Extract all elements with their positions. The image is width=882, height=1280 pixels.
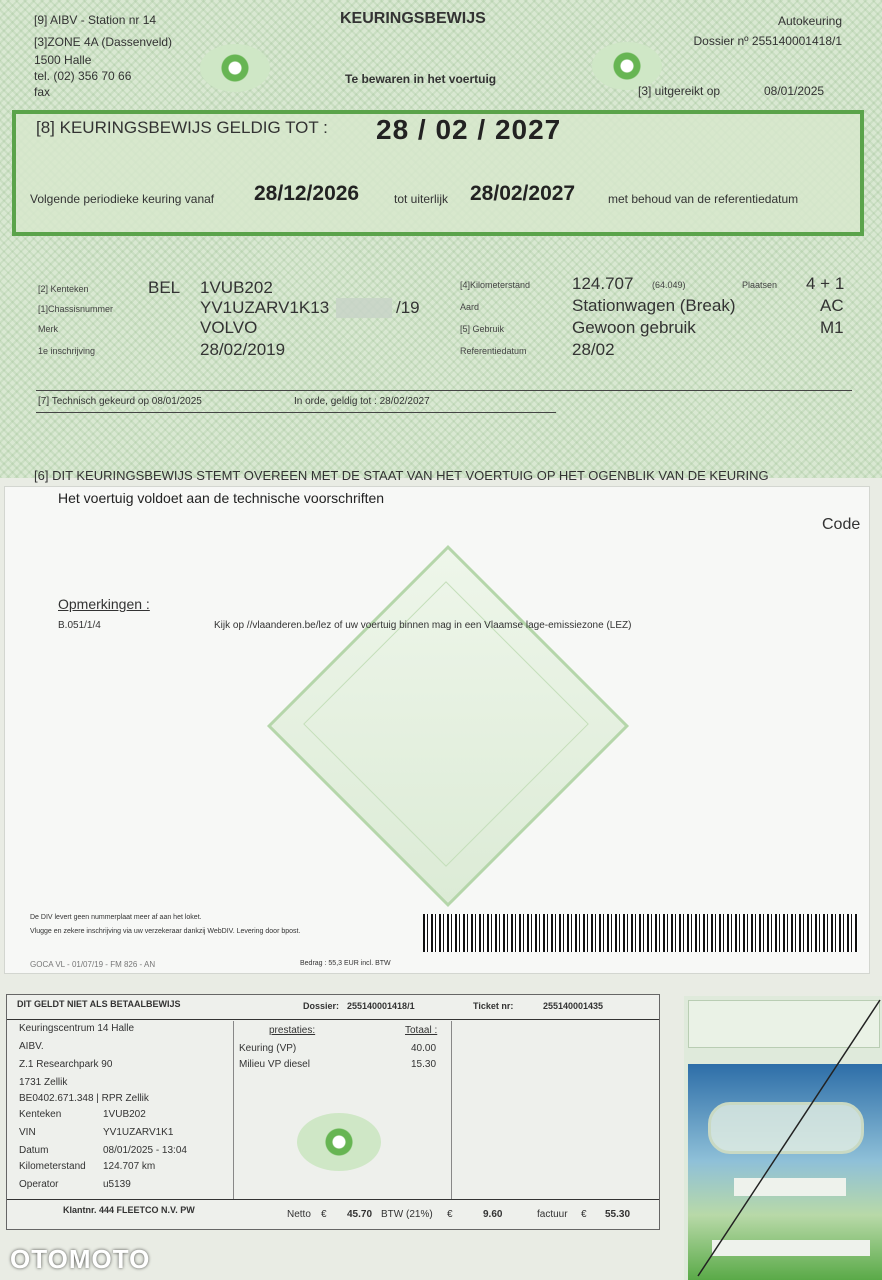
- receipt-row-value: 1VUB202: [103, 1109, 146, 1120]
- receipt-row-label: Datum: [19, 1145, 49, 1156]
- receipt-city: 1731 Zellik: [19, 1077, 68, 1088]
- div-notice-2: Vlugge en zekere inschrijving via uw verzekeraar dankzij WebDIV. Levering door bpost.: [30, 928, 301, 935]
- column-divider: [451, 1021, 452, 1199]
- station-tel: tel. (02) 356 70 66: [34, 69, 132, 83]
- vat-label: BTW (21%): [381, 1209, 433, 1220]
- net-amount: 45.70: [347, 1209, 373, 1220]
- next-inspection-suffix: met behoud van de referentiedatum: [608, 192, 799, 206]
- document-title: KEURINGSBEWIJS: [340, 10, 486, 27]
- next-inspection-prefix: Volgende periodieke keuring vanaf: [30, 192, 215, 206]
- total-label: Totaal :: [405, 1025, 438, 1036]
- validity-date: 28 / 02 / 2027: [376, 114, 562, 145]
- brand: VOLVO: [200, 318, 258, 337]
- invoice-currency: €: [581, 1209, 587, 1220]
- plate-country: BEL: [148, 278, 181, 297]
- station-name: [9] AIBV - Station nr 14: [34, 13, 157, 27]
- validity-label: [8] KEURINGSBEWIJS GELDIG TOT :: [36, 118, 328, 137]
- chassis-end: /19: [396, 298, 420, 317]
- eye-logo-icon: [297, 1113, 381, 1171]
- services-label: prestaties:: [269, 1025, 316, 1036]
- div-notice-1: De DIV levert geen nummerplaat meer af aan het loket.: [30, 914, 202, 921]
- inspection-type: Autokeuring: [777, 14, 842, 28]
- receipt-row-value: 08/01/2025 - 13:04: [103, 1145, 187, 1156]
- validity-box: [12, 110, 864, 236]
- receipt-company: AIBV.: [19, 1041, 44, 1052]
- remark-text: Kijk op //vlaanderen.be/lez of uw voertuig binnen mag in een Vlaamse lage-emissiezone (LEZ): [214, 620, 632, 631]
- form-code: GOCA VL - 01/07/19 - FM 826 - AN: [30, 960, 156, 969]
- issued-label: [3] uitgereikt op: [638, 84, 721, 98]
- column-divider: [233, 1021, 234, 1199]
- next-inspection-from: 28/12/2026: [254, 182, 360, 205]
- divider: [7, 1019, 659, 1020]
- station-zone: [3]ZONE 4A (Dassenveld): [34, 35, 173, 49]
- receipt-row-value: u5139: [103, 1179, 131, 1190]
- divider: [36, 390, 852, 391]
- dossier-number: Dossier nº 255140001418/1: [693, 34, 842, 48]
- reference-date: 28/02: [572, 340, 615, 359]
- service-name: Milieu VP diesel: [239, 1059, 310, 1070]
- eye-logo-icon: [592, 42, 662, 90]
- divider: [7, 1199, 659, 1200]
- plate-number: 1VUB202: [200, 278, 273, 297]
- receipt-center: Keuringscentrum 14 Halle: [19, 1023, 135, 1034]
- remark-code: B.051/1/4: [58, 620, 101, 631]
- seats-value: 4 + 1: [806, 274, 845, 293]
- seats-label: Plaatsen: [742, 280, 778, 290]
- receipt-row-label: Kilometerstand: [19, 1161, 86, 1172]
- receipt-street: Z.1 Researchpark 90: [19, 1059, 113, 1070]
- use-label: [5] Gebruik: [460, 324, 505, 334]
- first-registration-label: 1e inschrijving: [38, 346, 96, 356]
- chassis-number: YV1UZARV1K13: [200, 298, 330, 317]
- invoice-amount: 55.30: [605, 1209, 631, 1220]
- plate-label: [2] Kenteken: [38, 284, 89, 294]
- vat-currency: €: [447, 1209, 453, 1220]
- body-label: Aard: [460, 302, 480, 312]
- first-registration: 28/02/2019: [200, 340, 286, 359]
- km-label: [4]Kilometerstand: [460, 280, 531, 290]
- divider: [36, 412, 556, 413]
- net-label: Netto: [287, 1209, 311, 1220]
- certificate-top: [0, 0, 882, 483]
- next-inspection-until: 28/02/2027: [470, 182, 576, 205]
- code-label: Code: [822, 516, 861, 533]
- next-inspection-mid: tot uiterlijk: [394, 192, 449, 206]
- reference-date-label: Referentiedatum: [460, 346, 527, 356]
- receipt-title: DIT GELDT NIET ALS BETAALBEWIJS: [17, 999, 181, 1009]
- issued-date: 08/01/2025: [764, 84, 825, 98]
- receipt-row-label: Operator: [19, 1179, 59, 1190]
- body-type: Stationwagen (Break): [572, 296, 736, 315]
- station-fax: fax: [34, 85, 51, 99]
- otomoto-watermark: OTOMOTO: [10, 1244, 151, 1274]
- barcode: [423, 914, 858, 952]
- receipt-dossier-label: Dossier:: [303, 1001, 340, 1011]
- receipt-ticket-label: Ticket nr:: [473, 1001, 514, 1011]
- km-value: 124.707: [572, 274, 634, 293]
- body-code: AC: [820, 296, 844, 315]
- service-name: Keuring (VP): [239, 1043, 297, 1054]
- chassis-label: [1]Chassisnummer: [38, 304, 114, 314]
- invoice-label: factuur: [537, 1209, 568, 1220]
- use-code: M1: [820, 318, 844, 337]
- service-amount: 40.00: [411, 1043, 437, 1054]
- use-value: Gewoon gebruik: [572, 318, 696, 337]
- eye-logo-icon: [200, 44, 270, 92]
- receipt-row-label: Kenteken: [19, 1109, 62, 1120]
- vat-amount: 9.60: [483, 1209, 503, 1220]
- station-city: 1500 Halle: [34, 53, 92, 67]
- receipt-row-label: VIN: [19, 1127, 36, 1138]
- service-amount: 15.30: [411, 1059, 437, 1070]
- client-number: Klantnr. 444 FLEETCO N.V. PW: [63, 1205, 195, 1215]
- remarks-title: Opmerkingen :: [58, 596, 150, 612]
- compliance-line: Het voertuig voldoet aan de technische voorschriften: [58, 490, 385, 506]
- receipt-dossier: 255140001418/1: [347, 1001, 415, 1011]
- redaction-blur: [336, 298, 392, 318]
- document-subtitle: Te bewaren in het voertuig: [345, 72, 497, 86]
- technical-ok: In orde, geldig tot : 28/02/2027: [294, 396, 430, 407]
- fee-amount: Bedrag : 55,3 EUR incl. BTW: [300, 960, 391, 967]
- cross-line: [684, 996, 882, 1280]
- net-currency: €: [321, 1209, 327, 1220]
- receipt-row-value: YV1UZARV1K1: [103, 1127, 174, 1138]
- receipt: [6, 994, 660, 1230]
- technical-check: [7] Technisch gekeurd op 08/01/2025: [38, 396, 202, 407]
- conformity-statement: [6] DIT KEURINGSBEWIJS STEMT OVEREEN MET DE STAAT VAN HET VOERTUIG OP HET OGENBLIK VAN DE KEURING: [34, 468, 769, 483]
- km-small: (64.049): [652, 280, 686, 290]
- brand-label: Merk: [38, 324, 58, 334]
- receipt-vat: BE0402.671.348 | RPR Zellik: [19, 1093, 149, 1104]
- receipt-row-value: 124.707 km: [103, 1161, 156, 1172]
- receipt-ticket: 255140001435: [543, 1001, 604, 1011]
